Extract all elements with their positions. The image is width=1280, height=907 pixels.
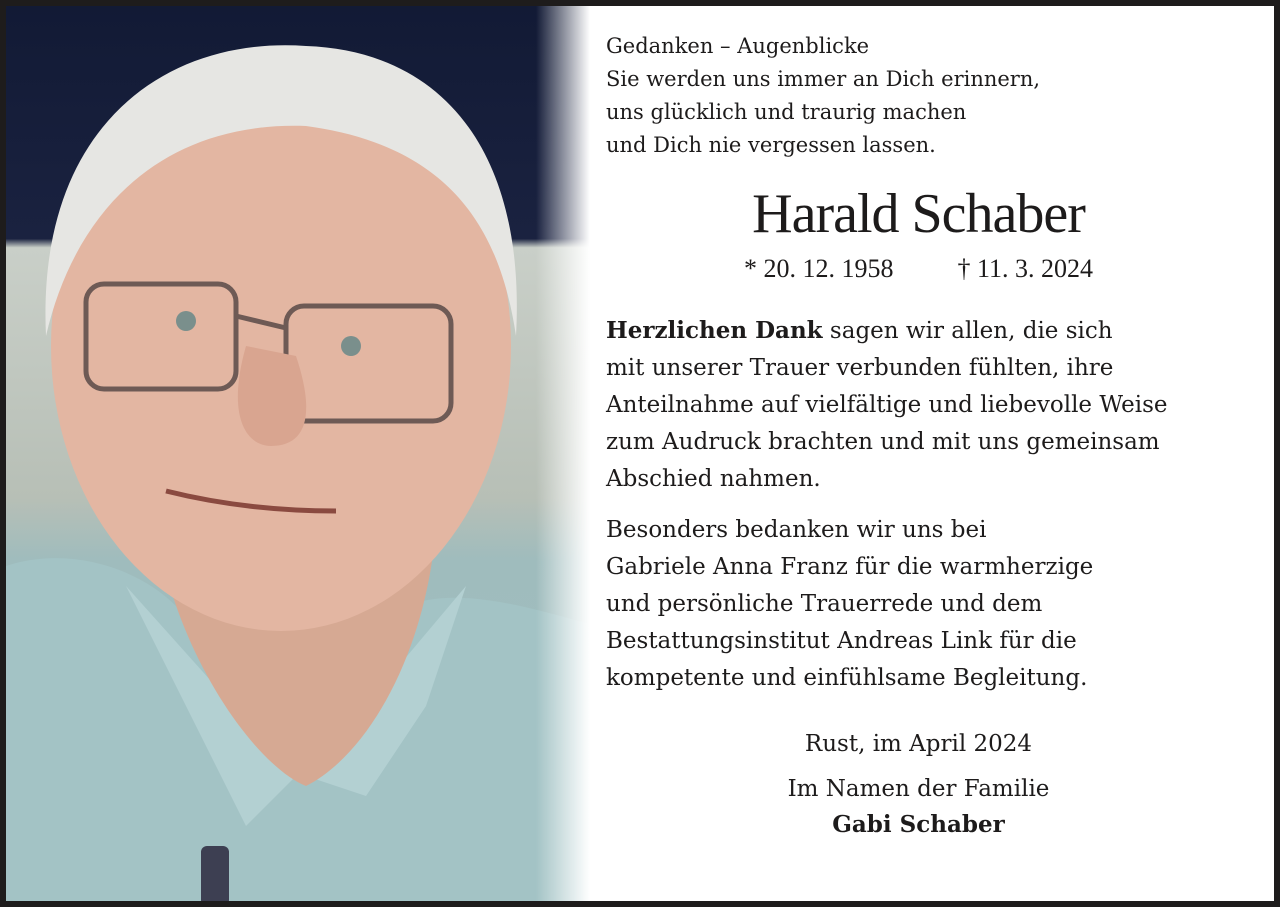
thanks-line: mit unserer Trauer verbunden fühlten, ihre: [606, 355, 1114, 381]
signer-name: Gabi Schaber: [832, 811, 1005, 838]
portrait-photo: [6, 6, 596, 901]
poem-line: uns glücklich und traurig machen: [606, 100, 967, 124]
place-date: Rust, im April 2024: [804, 731, 1033, 757]
portrait-illustration: [6, 6, 596, 901]
thanks-lead: Herzlichen Dank: [606, 317, 823, 344]
family-line: Im Namen der Familie: [787, 776, 1050, 802]
special-thanks-line: kompetente und einfühlsame Begleitung.: [606, 665, 1088, 691]
life-dates: [606, 254, 1231, 284]
photo-fade: [536, 6, 596, 901]
thanks-line: Anteilnahme auf vielfältige und liebevolle Weise: [606, 392, 1168, 418]
special-thanks-line: Gabriele Anna Franz für die warmherzige: [606, 554, 1094, 580]
special-thanks-line: Besonders bedanken wir uns bei: [606, 517, 987, 543]
special-thanks-line: Bestattungsinstitut Andreas Link für die: [606, 628, 1077, 654]
thanks-paragraph: [606, 312, 1246, 498]
thanks-line: zum Audruck brachten und mit uns gemeinsam: [606, 429, 1160, 455]
special-thanks-paragraph: [606, 512, 1246, 697]
thanks-first-rest: sagen wir allen, die sich: [822, 318, 1113, 344]
thanks-line: Abschied nahmen.: [606, 466, 821, 492]
notice-text: [606, 30, 1246, 842]
death-date: † 11. 3. 2024: [957, 254, 1094, 283]
poem-line: Sie werden uns immer an Dich erinnern,: [606, 67, 1041, 91]
deceased-name: Harald Schaber: [752, 183, 1085, 245]
birth-date: * 20. 12. 1958: [743, 254, 894, 283]
poem-line: Gedanken – Augenblicke: [606, 34, 870, 58]
poem: [606, 30, 1246, 162]
thanks-line: [606, 312, 1246, 350]
poem-line: und Dich nie vergessen lassen.: [606, 133, 936, 157]
special-thanks-line: und persönliche Trauerrede und dem: [606, 591, 1043, 617]
obituary-notice: [6, 6, 1274, 901]
closing: [606, 727, 1231, 842]
